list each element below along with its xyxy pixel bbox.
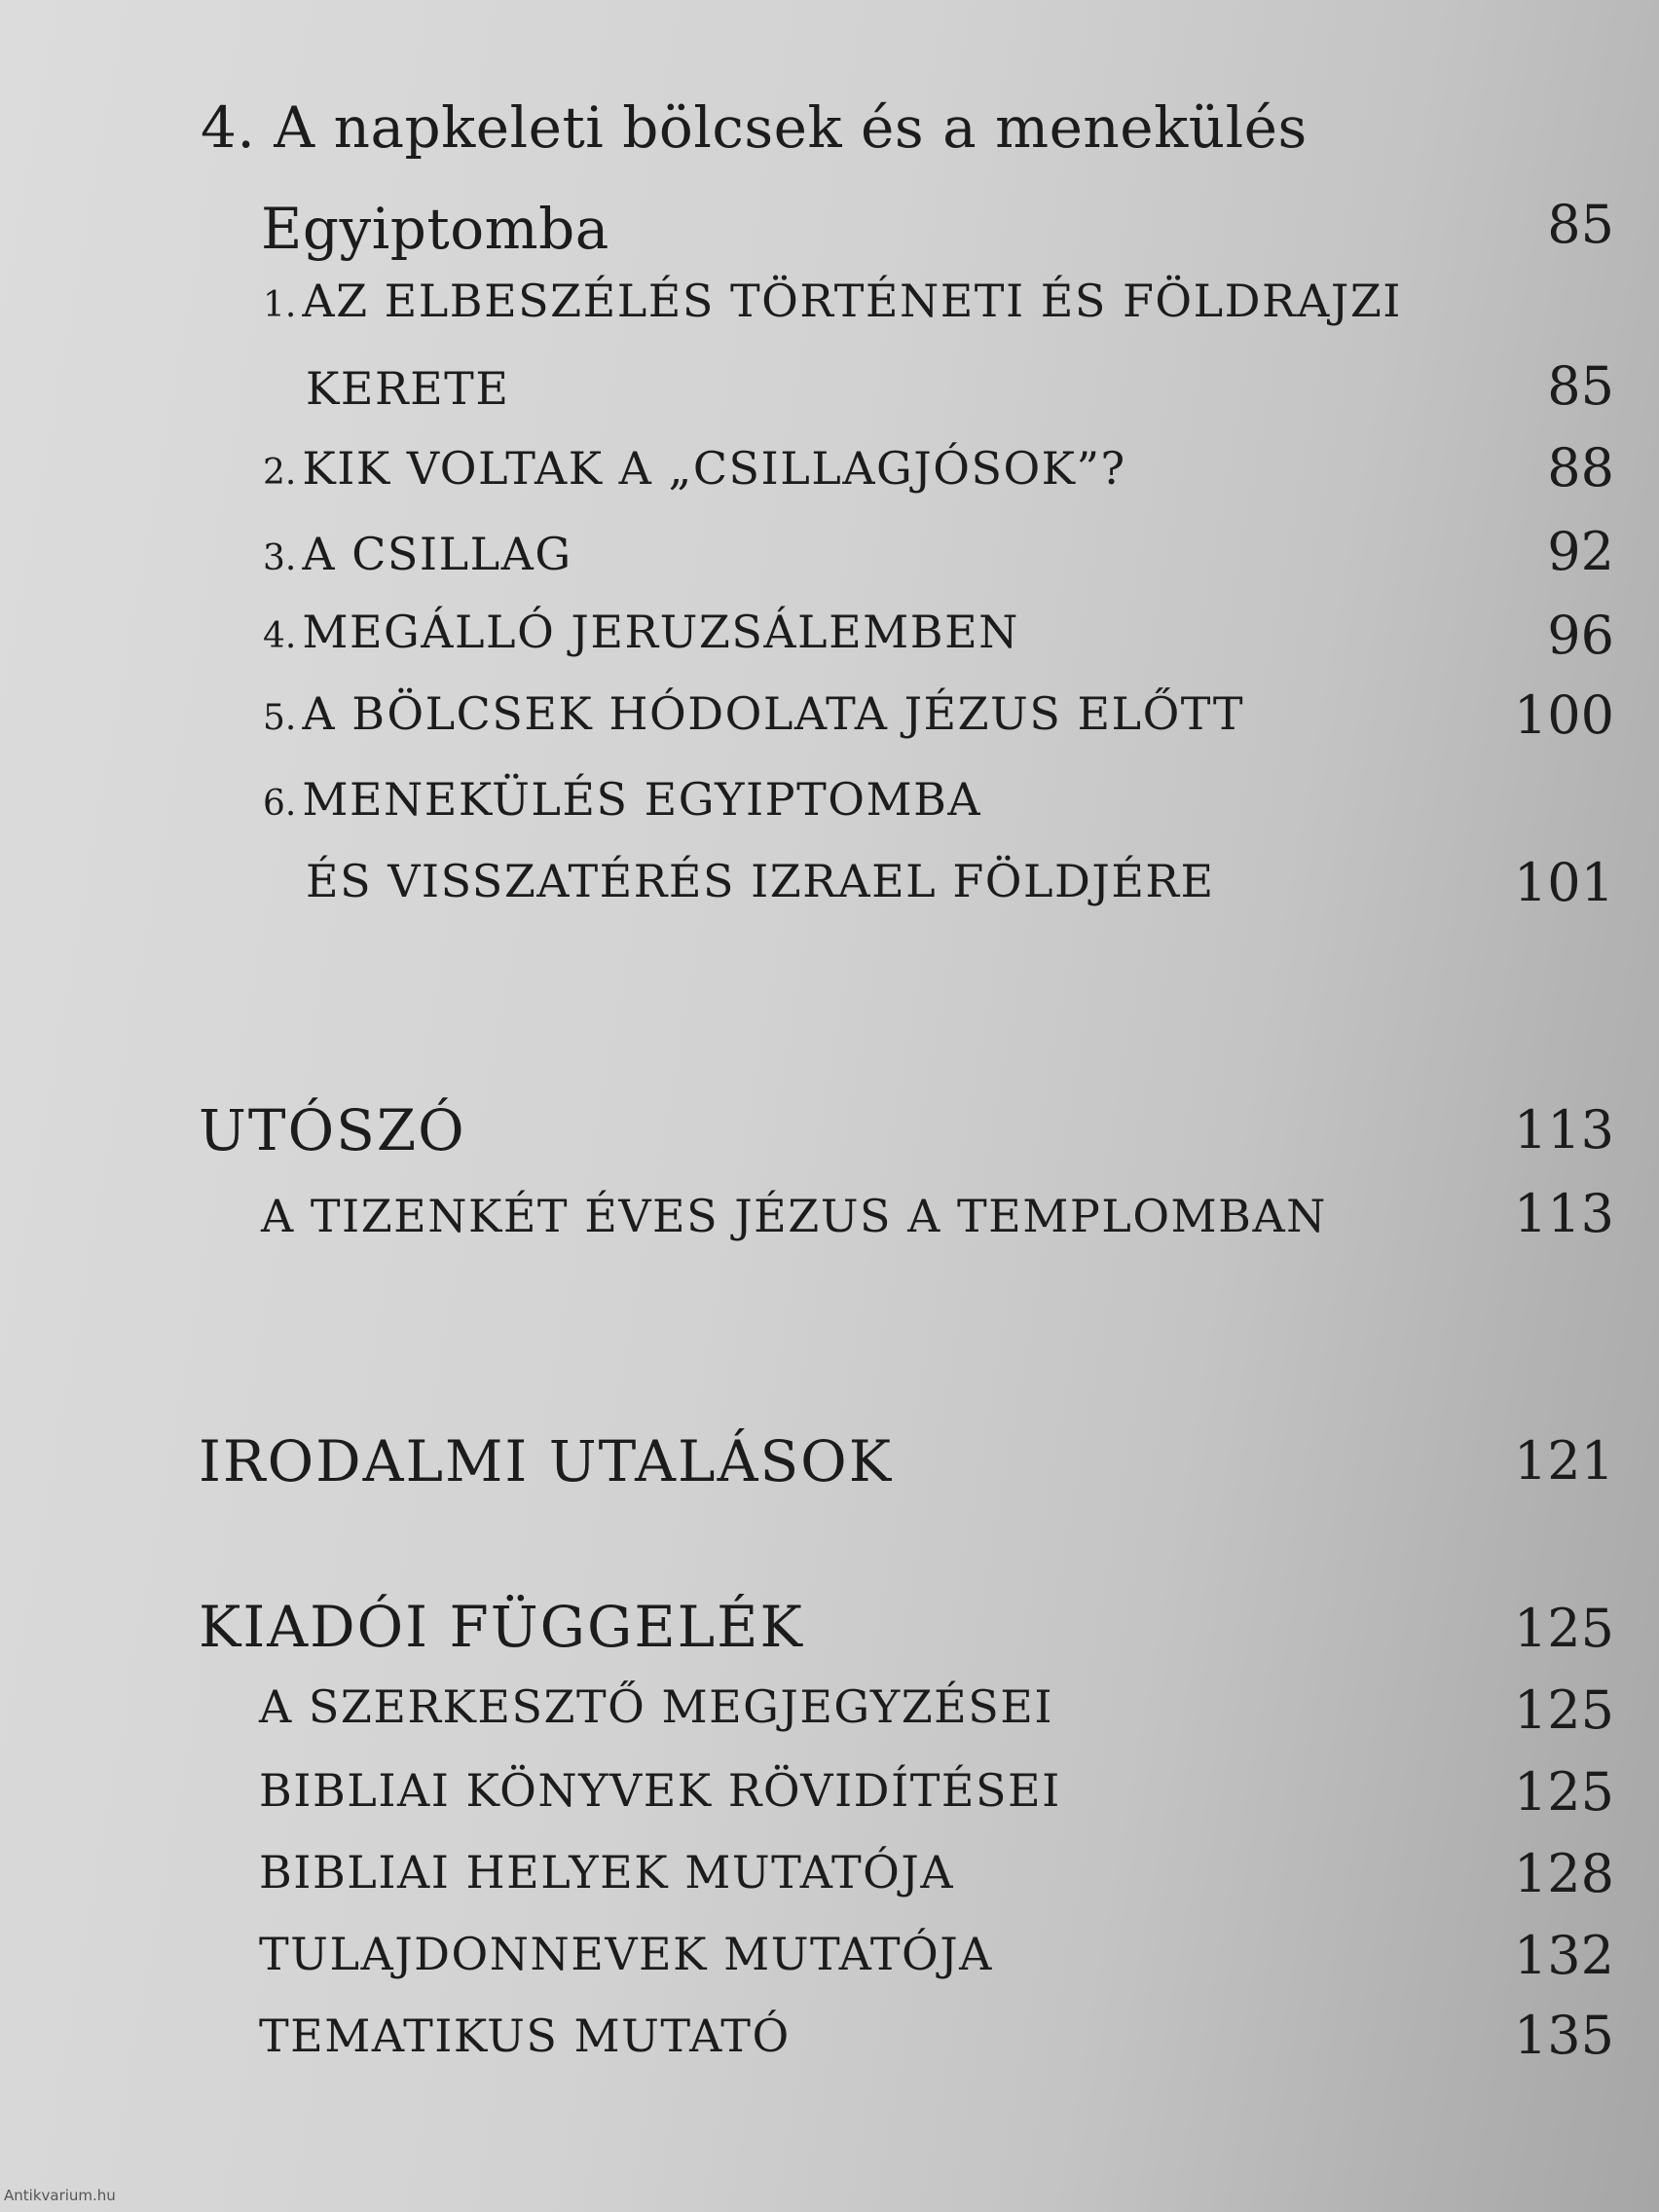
toc-entry-kiadoi-1: A SZERKESZTŐ MEGJEGYZÉSEI — [259, 1680, 1054, 1733]
toc-entry-4-4-page: 96 — [1547, 605, 1614, 666]
toc-entry-4-2 — [263, 442, 1126, 495]
toc-entry-number: 6. — [263, 784, 297, 824]
toc-entry-kiadoi-3-page: 128 — [1513, 1843, 1614, 1904]
toc-entry-4-2-page: 88 — [1547, 437, 1614, 498]
section-irodalmi-title: IRODALMI UTALÁSOK — [199, 1428, 894, 1494]
toc-entry-label: KIK VOLTAK A „CSILLAGJÓSOK”? — [302, 442, 1126, 495]
toc-entry-kiadoi-5-page: 135 — [1513, 2005, 1614, 2066]
toc-entry-label: MEGÁLLÓ JERUZSÁLEMBEN — [302, 606, 1019, 658]
toc-entry-kiadoi-4: TULAJDONNEVEK MUTATÓJA — [259, 1928, 993, 1980]
toc-entry-4-3 — [263, 528, 572, 580]
toc-entry-4-5 — [263, 687, 1245, 740]
toc-entry-label: AZ ELBESZÉLÉS TÖRTÉNETI ÉS FÖLDRAJZI — [302, 275, 1402, 327]
toc-entry-4-5-page: 100 — [1513, 684, 1614, 746]
toc-entry-number: 5. — [263, 698, 297, 738]
toc-entry-label: A BÖLCSEK HÓDOLATA JÉZUS ELŐTT — [302, 687, 1245, 740]
toc-entry-utoszo-1: A TIZENKÉT ÉVES JÉZUS A TEMPLOMBAN — [261, 1190, 1327, 1242]
toc-entry-label: MENEKÜLÉS EGYIPTOMBA — [302, 773, 982, 826]
section-utoszo-title: UTÓSZÓ — [199, 1097, 466, 1163]
toc-entry-number: 4. — [263, 616, 297, 656]
watermark-text: Antikvarium.hu — [4, 2187, 116, 2204]
toc-entry-kiadoi-2: BIBLIAI KÖNYVEK RÖVIDÍTÉSEI — [259, 1764, 1061, 1817]
chapter-4-title-line1: 4. A napkeleti bölcsek és a menekülés — [201, 94, 1308, 161]
toc-entry-kiadoi-4-page: 132 — [1513, 1925, 1614, 1986]
chapter-4-page: 85 — [1547, 194, 1614, 255]
toc-entry-4-3-page: 92 — [1547, 521, 1614, 582]
section-irodalmi-page: 121 — [1513, 1430, 1614, 1492]
section-utoszo-page: 113 — [1513, 1099, 1614, 1161]
toc-entry-utoszo-1-page: 113 — [1513, 1183, 1614, 1244]
toc-entry-4-6-line1 — [263, 773, 982, 826]
toc-entry-4-1-page: 85 — [1547, 355, 1614, 417]
toc-entry-number: 1. — [263, 285, 297, 325]
toc-entry-number: 2. — [263, 453, 297, 493]
section-kiadoi-title: KIADÓI FÜGGELÉK — [199, 1594, 804, 1660]
toc-entry-kiadoi-2-page: 125 — [1513, 1761, 1614, 1823]
toc-entry-4-1-line1 — [263, 275, 1402, 327]
toc-entry-4-1-line2: KERETE — [306, 362, 510, 415]
chapter-4-title-line2: Egyiptomba — [261, 196, 609, 262]
toc-entry-kiadoi-1-page: 125 — [1513, 1679, 1614, 1741]
toc-entry-4-6-line2: ÉS VISSZATÉRÉS IZRAEL FÖLDJÉRE — [306, 855, 1215, 907]
toc-entry-4-4 — [263, 606, 1019, 658]
toc-entry-label: A CSILLAG — [302, 528, 572, 580]
toc-entry-kiadoi-5: TEMATIKUS MUTATÓ — [259, 2009, 791, 2062]
section-kiadoi-page: 125 — [1513, 1598, 1614, 1659]
toc-entry-number: 3. — [263, 538, 297, 578]
toc-entry-4-6-page: 101 — [1513, 852, 1614, 913]
toc-entry-kiadoi-3: BIBLIAI HELYEK MUTATÓJA — [259, 1846, 955, 1899]
